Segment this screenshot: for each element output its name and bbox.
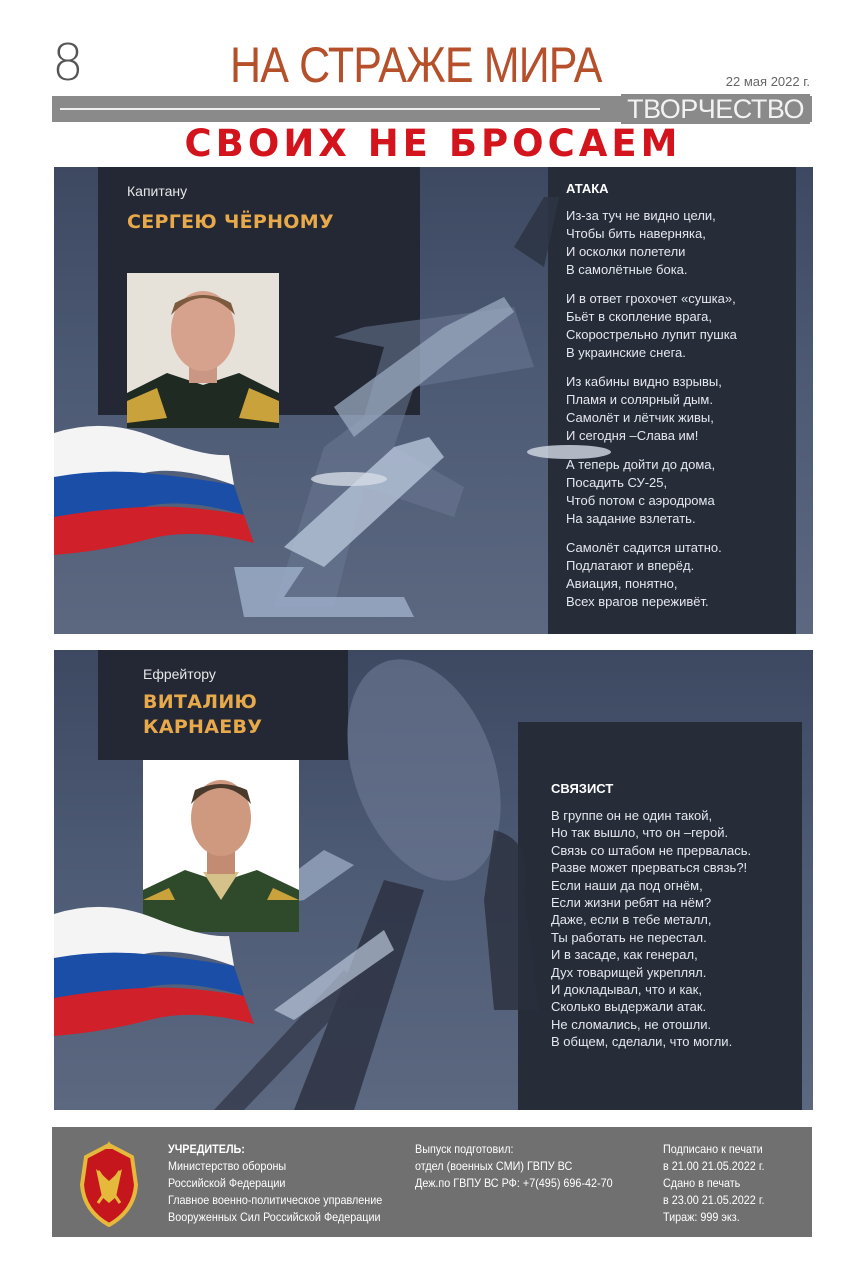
poem-line: Бьёт в скопление врага,: [566, 309, 712, 324]
prepared-line: отдел (военных СМИ) ГВПУ ВС: [415, 1159, 573, 1173]
russian-flag-icon: [54, 906, 254, 1036]
poem-line: Разве может прерваться связь?!: [551, 860, 748, 876]
poem-text: [566, 207, 737, 622]
poem-line: Пламя и солярный дым.: [566, 392, 713, 407]
print-info-block: [663, 1141, 764, 1226]
hero-name: [127, 210, 334, 235]
founder-line: Вооруженных Сил Российской Федерации: [168, 1210, 381, 1224]
rank-label: Капитану: [127, 183, 188, 199]
prepared-line: Деж.по ГВПУ ВС РФ: +7(495) 696-42-70: [415, 1176, 613, 1190]
poem-line: Всех врагов переживёт.: [566, 594, 709, 609]
poem-line: Даже, если в тебе металл,: [551, 912, 712, 928]
poem-stanza: [566, 539, 737, 611]
poem-line: В группе он не один такой,: [551, 808, 713, 823]
poem-text: [551, 807, 751, 1062]
print-line: в 23.00 21.05.2022 г.: [663, 1193, 765, 1207]
poem-title: СВЯЗИСТ: [551, 781, 614, 796]
poem-stanza: [566, 456, 737, 528]
prepared-block: [415, 1141, 613, 1192]
ministry-emblem-icon: [78, 1141, 140, 1227]
poem-line: Самолёт и лётчик живы,: [566, 410, 714, 425]
hero-name-line: СЕРГЕЮ ЧЁРНОМУ: [127, 211, 334, 233]
section-label: ТВОРЧЕСТВО: [621, 94, 810, 124]
poem-line: Связь со штабом не прервалась.: [551, 842, 752, 858]
founder-line: Министерство обороны: [168, 1159, 287, 1173]
page-headline: СВОИХ НЕ БРОСАЕМ: [184, 122, 682, 165]
poem-line: Подлатают и вперёд.: [566, 558, 695, 573]
hero-name-line: ВИТАЛИЮ: [143, 691, 258, 713]
poem-line: И в ответ грохочет «сушка»,: [566, 291, 736, 306]
print-line: в 21.00 21.05.2022 г.: [663, 1159, 765, 1173]
founder-line: Главное военно-политическое управление: [168, 1193, 383, 1207]
newspaper-masthead: НА СТРАЖЕ МИРА: [230, 37, 602, 93]
poem-line: И докладывал, что и как,: [551, 982, 702, 998]
prepared-line: Выпуск подготовил:: [415, 1142, 514, 1156]
poem-stanza: [566, 373, 737, 445]
poem-stanza: [551, 807, 751, 1051]
founder-label: УЧРЕДИТЕЛЬ:: [168, 1142, 245, 1156]
soldier-portrait-icon: [127, 273, 279, 428]
poem-line: Но так вышло, что он –герой.: [551, 825, 729, 841]
issue-date: 22 мая 2022 г.: [725, 74, 810, 89]
poem-line: Если жизни ребят на нём?: [551, 895, 712, 911]
poem-line: А теперь дойти до дома,: [566, 457, 716, 472]
poem-line: В общем, сделали, что могли.: [551, 1034, 733, 1050]
tribute-panel-1: [54, 167, 813, 634]
poem-line: Дух товарищей укреплял.: [551, 964, 707, 980]
founder-block: [168, 1141, 382, 1226]
poem-line: Сколько выдержали атак.: [551, 999, 707, 1015]
poem-line: В самолётные бока.: [566, 262, 688, 277]
hero-name-line: КАРНАЕВУ: [143, 716, 263, 739]
poem-stanza: [566, 207, 737, 279]
portrait-photo: [127, 273, 279, 428]
poem-line: Самолёт садится штатно.: [566, 540, 722, 555]
rank-label: Ефрейтору: [143, 666, 216, 682]
poem-line: Из кабины видно взрывы,: [566, 374, 722, 389]
poem-line: Если наши да под огнём,: [551, 877, 703, 893]
poem-line: Скорострельно лупит пушка: [566, 327, 737, 342]
poem-line: Авиация, понятно,: [566, 576, 678, 591]
header-rule-line: [60, 108, 600, 110]
tribute-panel-2: [54, 650, 813, 1110]
print-line: Подписано к печати: [663, 1142, 763, 1156]
poem-line: И осколки полетели: [566, 244, 686, 259]
poem-line: Посадить СУ-25,: [566, 475, 668, 490]
poem-line: Ты работать не перестал.: [551, 929, 707, 945]
print-line: Тираж: 999 экз.: [663, 1210, 740, 1224]
page-number: 8: [52, 34, 84, 92]
russian-flag-icon: [54, 425, 254, 555]
poem-line: На задание взлетать.: [566, 511, 696, 526]
hero-name: [143, 690, 262, 740]
imprint-footer: [52, 1127, 812, 1237]
poem-line: И в засаде, как генерал,: [551, 947, 698, 963]
poem-line: И сегодня –Слава им!: [566, 428, 699, 443]
poem-line: Чтобы бить наверняка,: [566, 226, 706, 241]
poem-line: Не сломались, не отошли.: [551, 1016, 712, 1032]
poem-title: АТАКА: [566, 181, 609, 196]
poem-line: Чтоб потом с аэродрома: [566, 493, 715, 508]
poem-stanza: [566, 290, 737, 362]
poem-line: В украинские снега.: [566, 345, 686, 360]
poem-line: Из-за туч не видно цели,: [566, 208, 716, 223]
founder-line: Российской Федерации: [168, 1176, 286, 1190]
print-line: Сдано в печать: [663, 1176, 741, 1190]
